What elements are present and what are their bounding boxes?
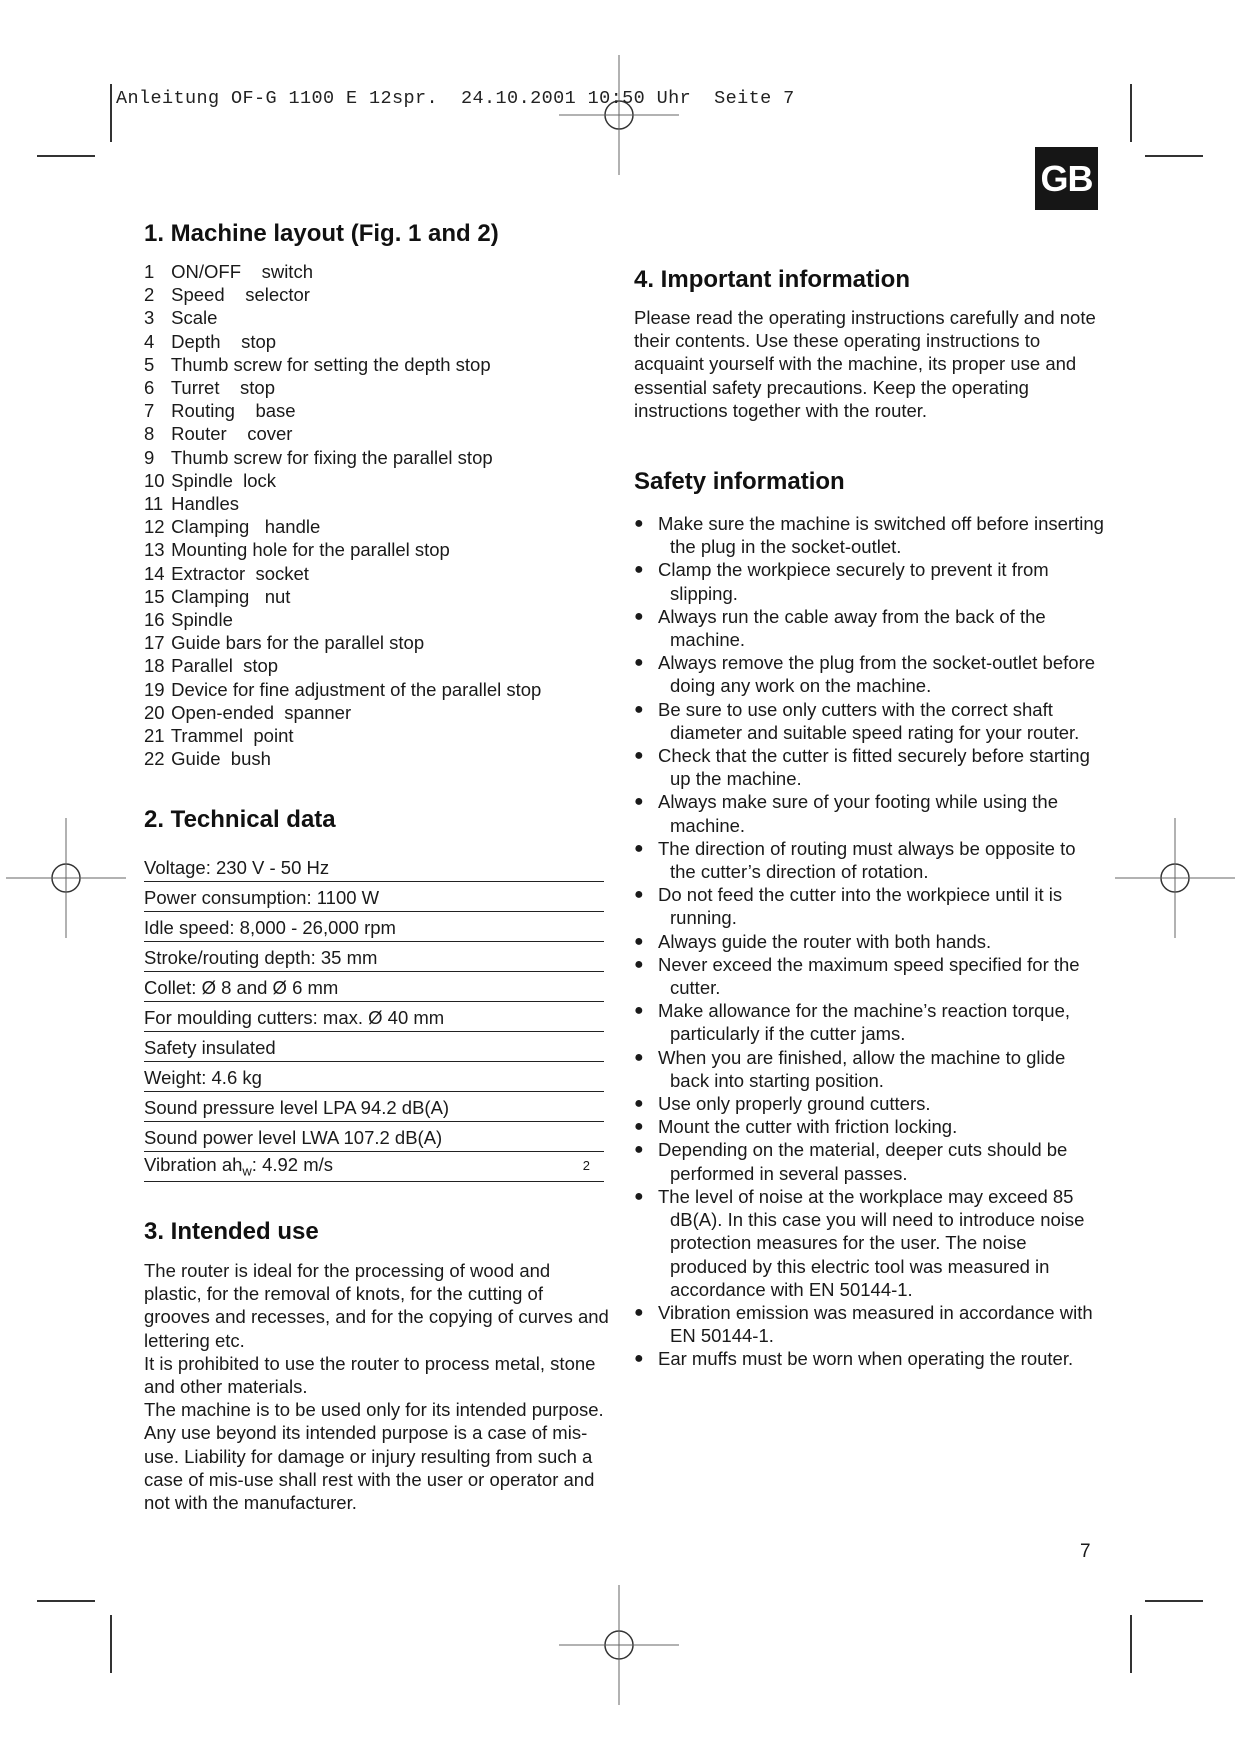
safety-item: [634, 1138, 1104, 1184]
layout-item: [144, 678, 614, 701]
tech-data-row: [144, 972, 604, 1002]
layout-item-number: 5: [144, 353, 155, 375]
layout-item: [144, 469, 614, 492]
layout-item-number: 1: [144, 261, 155, 282]
tech-data-cell: For moulding cutters: max. Ø 40 mm: [144, 1002, 604, 1032]
safety-item: [634, 837, 1104, 883]
vibration-value: : 4.92 m/s: [251, 1154, 334, 1176]
layout-item-number: 12: [144, 516, 165, 538]
layout-item-label: ON/OFF switch: [171, 261, 313, 282]
crop-mark-br-v: [1130, 1615, 1132, 1673]
safety-item-text: When you are finished, allow the machine to glide back into starting position.: [658, 1046, 1066, 1091]
safety-item-text: Use only properly ground cutters.: [658, 1093, 931, 1115]
layout-item-label: Turret stop: [170, 377, 275, 399]
safety-information-title: Safety information: [634, 468, 845, 495]
layout-item-number: 21: [144, 725, 165, 747]
layout-item-label: Guide bush: [171, 748, 271, 770]
safety-item-text: Clamp the workpiece securely to prevent it from slipping.: [658, 559, 1049, 604]
safety-item-text: Always remove the plug from the socket-outlet before doing any work on the machine.: [658, 652, 1096, 697]
safety-item: [634, 1115, 1104, 1138]
bullet-icon: ●: [634, 1095, 644, 1113]
tech-data-cell: Stroke/routing depth: 35 mm: [144, 942, 604, 972]
layout-item-label: Clamping handle: [171, 516, 321, 538]
safety-item: [634, 744, 1104, 790]
registration-mark-top-icon: [559, 55, 679, 175]
tech-data-row: [144, 852, 604, 882]
safety-item-text: Do not feed the cutter into the workpiece until it is running.: [658, 884, 1063, 929]
intended-use-title: 3. Intended use: [144, 1218, 319, 1245]
layout-item: [144, 701, 614, 724]
bullet-icon: ●: [634, 1303, 644, 1321]
layout-item: [144, 747, 614, 770]
safety-item-text: Never exceed the maximum speed specified for the cutter.: [658, 953, 1080, 999]
layout-item-label: Thumb screw for fixing the parallel stop: [170, 446, 493, 468]
machine-layout-title: 1. Machine layout (Fig. 1 and 2): [144, 220, 499, 247]
safety-item: [634, 790, 1104, 836]
safety-item-text: Always make sure of your footing while using the machine.: [658, 791, 1059, 836]
tech-data-row-vibration: [144, 1152, 604, 1182]
printer-slug-header: Anleitung OF-G 1100 E 12spr. 24.10.2001 10:50 Uhr Seite 7: [116, 88, 795, 109]
safety-item-text: Make sure the machine is switched off before inserting the plug in the socket-outlet.: [658, 513, 1104, 558]
layout-item: [144, 538, 614, 561]
layout-item-number: 6: [144, 377, 155, 399]
layout-item-number: 8: [144, 423, 155, 445]
tech-data-cell: Power consumption: 1100 W: [144, 882, 604, 912]
bullet-icon: ●: [634, 932, 644, 950]
vibration-unit-exponent: 2: [582, 1158, 590, 1173]
bullet-icon: ●: [634, 1187, 644, 1205]
bullet-icon: ●: [634, 561, 644, 579]
layout-item-number: 7: [144, 400, 155, 422]
layout-item-label: Routing base: [171, 400, 296, 422]
layout-item: [144, 399, 614, 422]
layout-item: [144, 306, 614, 329]
safety-information-list: [634, 512, 1104, 1371]
safety-item: [634, 1347, 1104, 1370]
tech-data-cell: Sound power level LWA 107.2 dB(A): [144, 1122, 604, 1152]
safety-item-text: Depending on the material, deeper cuts should be performed in several passes.: [658, 1139, 1068, 1184]
layout-item-number: 2: [144, 284, 155, 306]
layout-item: [144, 631, 614, 654]
layout-item: [144, 515, 614, 538]
safety-item: [634, 651, 1104, 697]
safety-item-text: Mount the cutter with friction locking.: [658, 1116, 958, 1138]
layout-item-label: Scale: [171, 307, 218, 329]
technical-data-title: 2. Technical data: [144, 806, 336, 833]
tech-data-cell: Weight: 4.6 kg: [144, 1062, 604, 1092]
layout-item: [144, 353, 614, 376]
layout-item-number: 16: [144, 609, 165, 631]
vibration-label: Vibration ah: [144, 1154, 243, 1176]
important-information-text: Please read the operating instructions carefully and note their contents. Use these operating instructions to acquaint yourself with the machine, its proper use and essential safety precautions. Keep the operating instructions together with the router.: [634, 307, 1096, 421]
safety-item: [634, 1185, 1104, 1301]
safety-item-text: Vibration emission was measured in accordance with EN 50144-1.: [658, 1301, 1093, 1347]
safety-item-text: The level of noise at the workplace may exceed 85 dB(A). In this case you will need to introduce noise protection measures for the user. The noise produced by this electric tool was measured in accordance with EN 50144-1.: [658, 1185, 1085, 1300]
bullet-icon: ●: [634, 654, 644, 672]
registration-mark-right-icon: [1115, 818, 1235, 938]
layout-item-label: Handles: [171, 493, 240, 515]
crop-mark-tr-h: [1145, 155, 1203, 157]
layout-item-number: 10: [144, 469, 165, 491]
bullet-icon: ●: [634, 1048, 644, 1066]
layout-item-number: 9: [144, 446, 155, 468]
tech-data-row: [144, 1122, 604, 1152]
crop-mark-tr-v: [1130, 84, 1132, 142]
tech-data-row: [144, 942, 604, 972]
layout-item-number: 15: [144, 585, 165, 607]
bullet-icon: ●: [634, 1002, 644, 1020]
safety-item: [634, 512, 1104, 558]
layout-item-number: 19: [144, 678, 165, 700]
tech-data-cell: Sound pressure level LPA 94.2 dB(A): [144, 1092, 604, 1122]
safety-item-text: Be sure to use only cutters with the correct shaft diameter and suitable speed rating for your router.: [658, 698, 1080, 743]
bullet-icon: ●: [634, 747, 644, 765]
safety-item: [634, 1046, 1104, 1092]
registration-mark-left-icon: [6, 818, 126, 938]
bullet-icon: ●: [634, 793, 644, 811]
layout-item-label: Router cover: [171, 423, 293, 445]
layout-item: [144, 654, 614, 677]
tech-data-row: [144, 1092, 604, 1122]
bullet-icon: ●: [634, 1141, 644, 1159]
layout-item-label: Extractor socket: [171, 562, 309, 584]
layout-item: [144, 608, 614, 631]
layout-item-number: 11: [144, 493, 164, 515]
crop-mark-tl-v: [110, 84, 112, 142]
layout-item: [144, 724, 614, 747]
tech-data-row: [144, 1002, 604, 1032]
layout-item-label: Trammel point: [170, 725, 294, 747]
layout-item-label: Open-ended spanner: [171, 701, 352, 723]
bullet-icon: ●: [634, 886, 644, 904]
layout-item: [144, 422, 614, 445]
tech-data-row: [144, 912, 604, 942]
layout-item-number: 4: [144, 330, 155, 352]
crop-mark-tl-h: [37, 155, 95, 157]
bullet-icon: ●: [634, 700, 644, 718]
layout-item-label: Spindle lock: [171, 469, 277, 491]
safety-item-text: Ear muffs must be worn when operating the router.: [658, 1348, 1074, 1370]
intended-use-paragraph: It is prohibited to use the router to process metal, stone and other materials.: [144, 1352, 596, 1398]
page-number: 7: [1080, 1541, 1091, 1562]
safety-item: [634, 953, 1104, 999]
layout-item-number: 22: [144, 748, 165, 770]
layout-item: [144, 492, 614, 515]
layout-item-number: 17: [144, 632, 165, 654]
intended-use-paragraph: The machine is to be used only for its intended purpose.: [144, 1399, 604, 1421]
safety-item: [634, 930, 1104, 953]
important-information-title: 4. Important information: [634, 266, 910, 293]
tech-data-cell-vibration: [144, 1152, 604, 1182]
tech-data-row: [144, 882, 604, 912]
tech-data-cell: Collet: Ø 8 and Ø 6 mm: [144, 972, 604, 1002]
layout-item-label: Clamping nut: [171, 585, 291, 607]
vibration-subscript: w: [242, 1164, 252, 1179]
layout-item-label: Guide bars for the parallel stop: [171, 632, 425, 654]
safety-item: [634, 1301, 1104, 1347]
crop-mark-bl-h: [37, 1600, 95, 1602]
layout-item-number: 14: [144, 562, 165, 584]
layout-item-label: Parallel stop: [171, 655, 279, 677]
layout-item-label: Thumb screw for setting the depth stop: [170, 353, 491, 375]
registration-mark-bottom-icon: [559, 1585, 679, 1705]
safety-item-text: Always run the cable away from the back of the machine.: [658, 605, 1046, 651]
bullet-icon: ●: [634, 515, 644, 532]
safety-item: [634, 883, 1104, 929]
layout-item-number: 13: [144, 539, 165, 561]
bullet-icon: ●: [634, 1118, 644, 1136]
tech-data-cell: Voltage: 230 V - 50 Hz: [144, 852, 604, 882]
layout-item: [144, 446, 614, 469]
intended-use-paragraph: Any use beyond its intended purpose is a case of mis-use. Liability for damage or injury resulting from such a case of mis-use shall rest with the user or operator and not with the manufacturer.: [144, 1422, 595, 1514]
technical-data-table: [144, 852, 604, 1182]
safety-item: [634, 698, 1104, 744]
safety-item-text: Make allowance for the machine’s reaction torque, particularly if the cutter jams.: [658, 1000, 1071, 1045]
safety-item: [634, 999, 1104, 1045]
language-badge: GB: [1035, 147, 1098, 210]
layout-item: [144, 283, 614, 306]
intended-use-paragraph: The router is ideal for the processing of wood and plastic, for the removal of knots, for the cutting of grooves and recesses, and for the copying of curves and lettering etc.: [144, 1260, 609, 1351]
bullet-icon: ●: [634, 607, 644, 625]
machine-layout-list: [144, 260, 614, 770]
layout-item-label: Mounting hole for the parallel stop: [171, 539, 450, 561]
layout-item: [144, 260, 614, 283]
safety-item-text: Check that the cutter is fitted securely before starting up the machine.: [658, 745, 1090, 790]
tech-data-row: [144, 1032, 604, 1062]
bullet-icon: ●: [634, 955, 644, 973]
layout-item: [144, 585, 614, 608]
bullet-icon: ●: [634, 1350, 644, 1368]
tech-data-cell: Safety insulated: [144, 1032, 604, 1062]
layout-item-number: 3: [144, 307, 155, 329]
layout-item: [144, 330, 614, 353]
safety-item-text: The direction of routing must always be opposite to the cutter’s direction of rotation.: [658, 837, 1076, 883]
layout-item-label: Device for fine adjustment of the parallel stop: [171, 678, 542, 700]
layout-item-number: 20: [144, 701, 165, 723]
intended-use-body: [144, 1259, 609, 1514]
safety-item-text: Always guide the router with both hands.: [658, 930, 992, 952]
safety-item: [634, 605, 1104, 651]
layout-item-label: Speed selector: [171, 284, 310, 306]
crop-mark-br-h: [1145, 1600, 1203, 1602]
layout-item-label: Spindle: [171, 609, 233, 631]
bullet-icon: ●: [634, 839, 644, 857]
tech-data-row: [144, 1062, 604, 1092]
safety-item: [634, 558, 1104, 604]
layout-item-number: 18: [144, 655, 165, 677]
layout-item-label: Depth stop: [171, 330, 277, 352]
crop-mark-bl-v: [110, 1615, 112, 1673]
safety-item: [634, 1092, 1104, 1115]
layout-item: [144, 562, 614, 585]
tech-data-cell: Idle speed: 8,000 - 26,000 rpm: [144, 912, 604, 942]
layout-item: [144, 376, 614, 399]
